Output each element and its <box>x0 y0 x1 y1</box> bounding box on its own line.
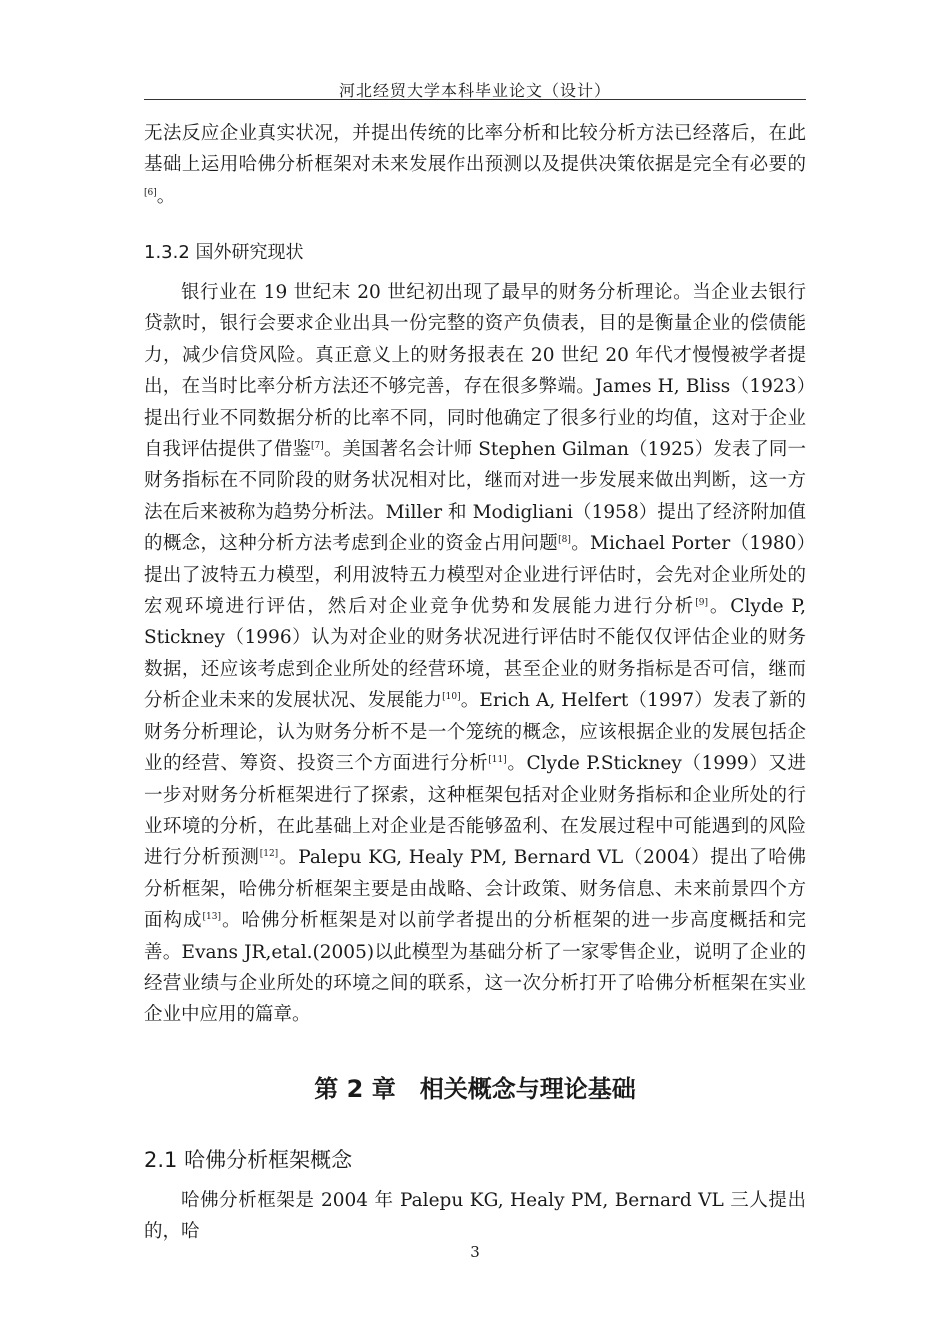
intro-end: 。 <box>156 185 176 207</box>
intro-paragraph <box>144 118 806 212</box>
paragraph-segment: 。Erich A, Helfert（1997）发表了新的财务分析理论，认为财务分析不是一个笼统的概念，应该根据企业的发展包括企业的经营、筹资、投资三个方面进行分析 <box>144 690 806 775</box>
header-rule <box>144 99 806 100</box>
foreign-research-paragraph <box>144 277 806 1031</box>
chapter-title: 第 2 章 相关概念与理论基础 <box>314 1075 636 1103</box>
citation-9: [9] <box>695 597 708 608</box>
running-header: 河北经贸大学本科毕业论文（设计） <box>338 81 611 100</box>
paragraph-segment: 。Clyde P.Stickney（1999）又进一步对财务分析框架进行了探索，这种框架包括对企业财务指标和企业所处的行业环境的分析，在此基础上对企业是否能够盈利、在发展过程中可能遇到的风险进行分析预测 <box>144 753 806 869</box>
paragraph-segment: 。Clyde P, Stickney（1996）认为对企业的财务状况进行评估时不能仅仅评估企业的财务数据，还应该考虑到企业所处的经营环境，甚至企业的财务指标是否可信，继而分析企业未来的发展状况、发展能力 <box>144 596 806 712</box>
citation-13: [13] <box>202 911 221 922</box>
page-number: 3 <box>470 1243 480 1261</box>
citation-11: [11] <box>488 754 507 765</box>
section-heading-2-1: 2.1 哈佛分析框架概念 <box>144 1148 353 1172</box>
paragraph-segment: 。美国著名会计师 Stephen Gilman（1925）发表了同一财务指标在不同阶段的财务状况相对比，继而对进一步发展来做出判断，这一方法在后来被称为趋势分析法。Miller 和 Modigliani（1958）提出了经济附加值的概念，这种分析方法考虑到企业的资金占用问题 <box>144 439 806 555</box>
paragraph-segment: 银行业在 19 世纪末 20 世纪初出现了最早的财务分析理论。当企业去银行贷款时，银行会要求企业出具一份完整的资产负债表，目的是衡量企业的偿债能力，减少信贷风险。真正意义上的财务报表在 20 世纪 20 年代才慢慢被学者提出，在当时比率分析方法还不够完善，存在很多弊端。James H, Bliss（1923）提出行业不同数据分析的比率不同，同时他确定了很多行业的均值，这对于企业自我评估提供了借鉴 <box>144 282 806 461</box>
citation-6: [6] <box>144 187 157 198</box>
intro-text: 无法反应企业真实状况，并提出传统的比率分析和比较分析方法已经落后，在此基础上运用哈佛分析框架对未来发展作出预测以及提供决策依据是完全有必要的 <box>144 123 806 176</box>
paragraph-segment: 。Michael Porter（1980）提出了波特五力模型，利用波特五力模型对企业进行评估时，会先对企业所处的宏观环境进行评估，然后对企业竞争优势和发展能力进行分析 <box>144 533 806 618</box>
citation-8: [8] <box>558 535 571 546</box>
citation-10: [10] <box>442 692 461 703</box>
harvard-framework-paragraph: 哈佛分析框架是 2004 年 Palepu KG, Healy PM, Bernard VL 三人提出的，哈 <box>144 1190 806 1243</box>
citation-7: [7] <box>311 440 324 451</box>
paragraph-segment: 。哈佛分析框架是对以前学者提出的分析框架的进一步高度概括和完善。Evans JR,etal.(2005)以此模型为基础分析了一家零售企业，说明了企业的经营业绩与企业所处的环境之间的联系，这一次分析打开了哈佛分析框架在实业企业中应用的篇章。 <box>144 910 806 1026</box>
paragraph-segment: 。Palepu KG, Healy PM, Bernard VL（2004）提出了哈佛分析框架，哈佛分析框架主要是由战略、会计政策、财务信息、未来前景四个方面构成 <box>144 847 806 932</box>
citation-12: [12] <box>259 849 279 860</box>
section-heading-1-3-2: 1.3.2 国外研究现状 <box>144 242 304 263</box>
